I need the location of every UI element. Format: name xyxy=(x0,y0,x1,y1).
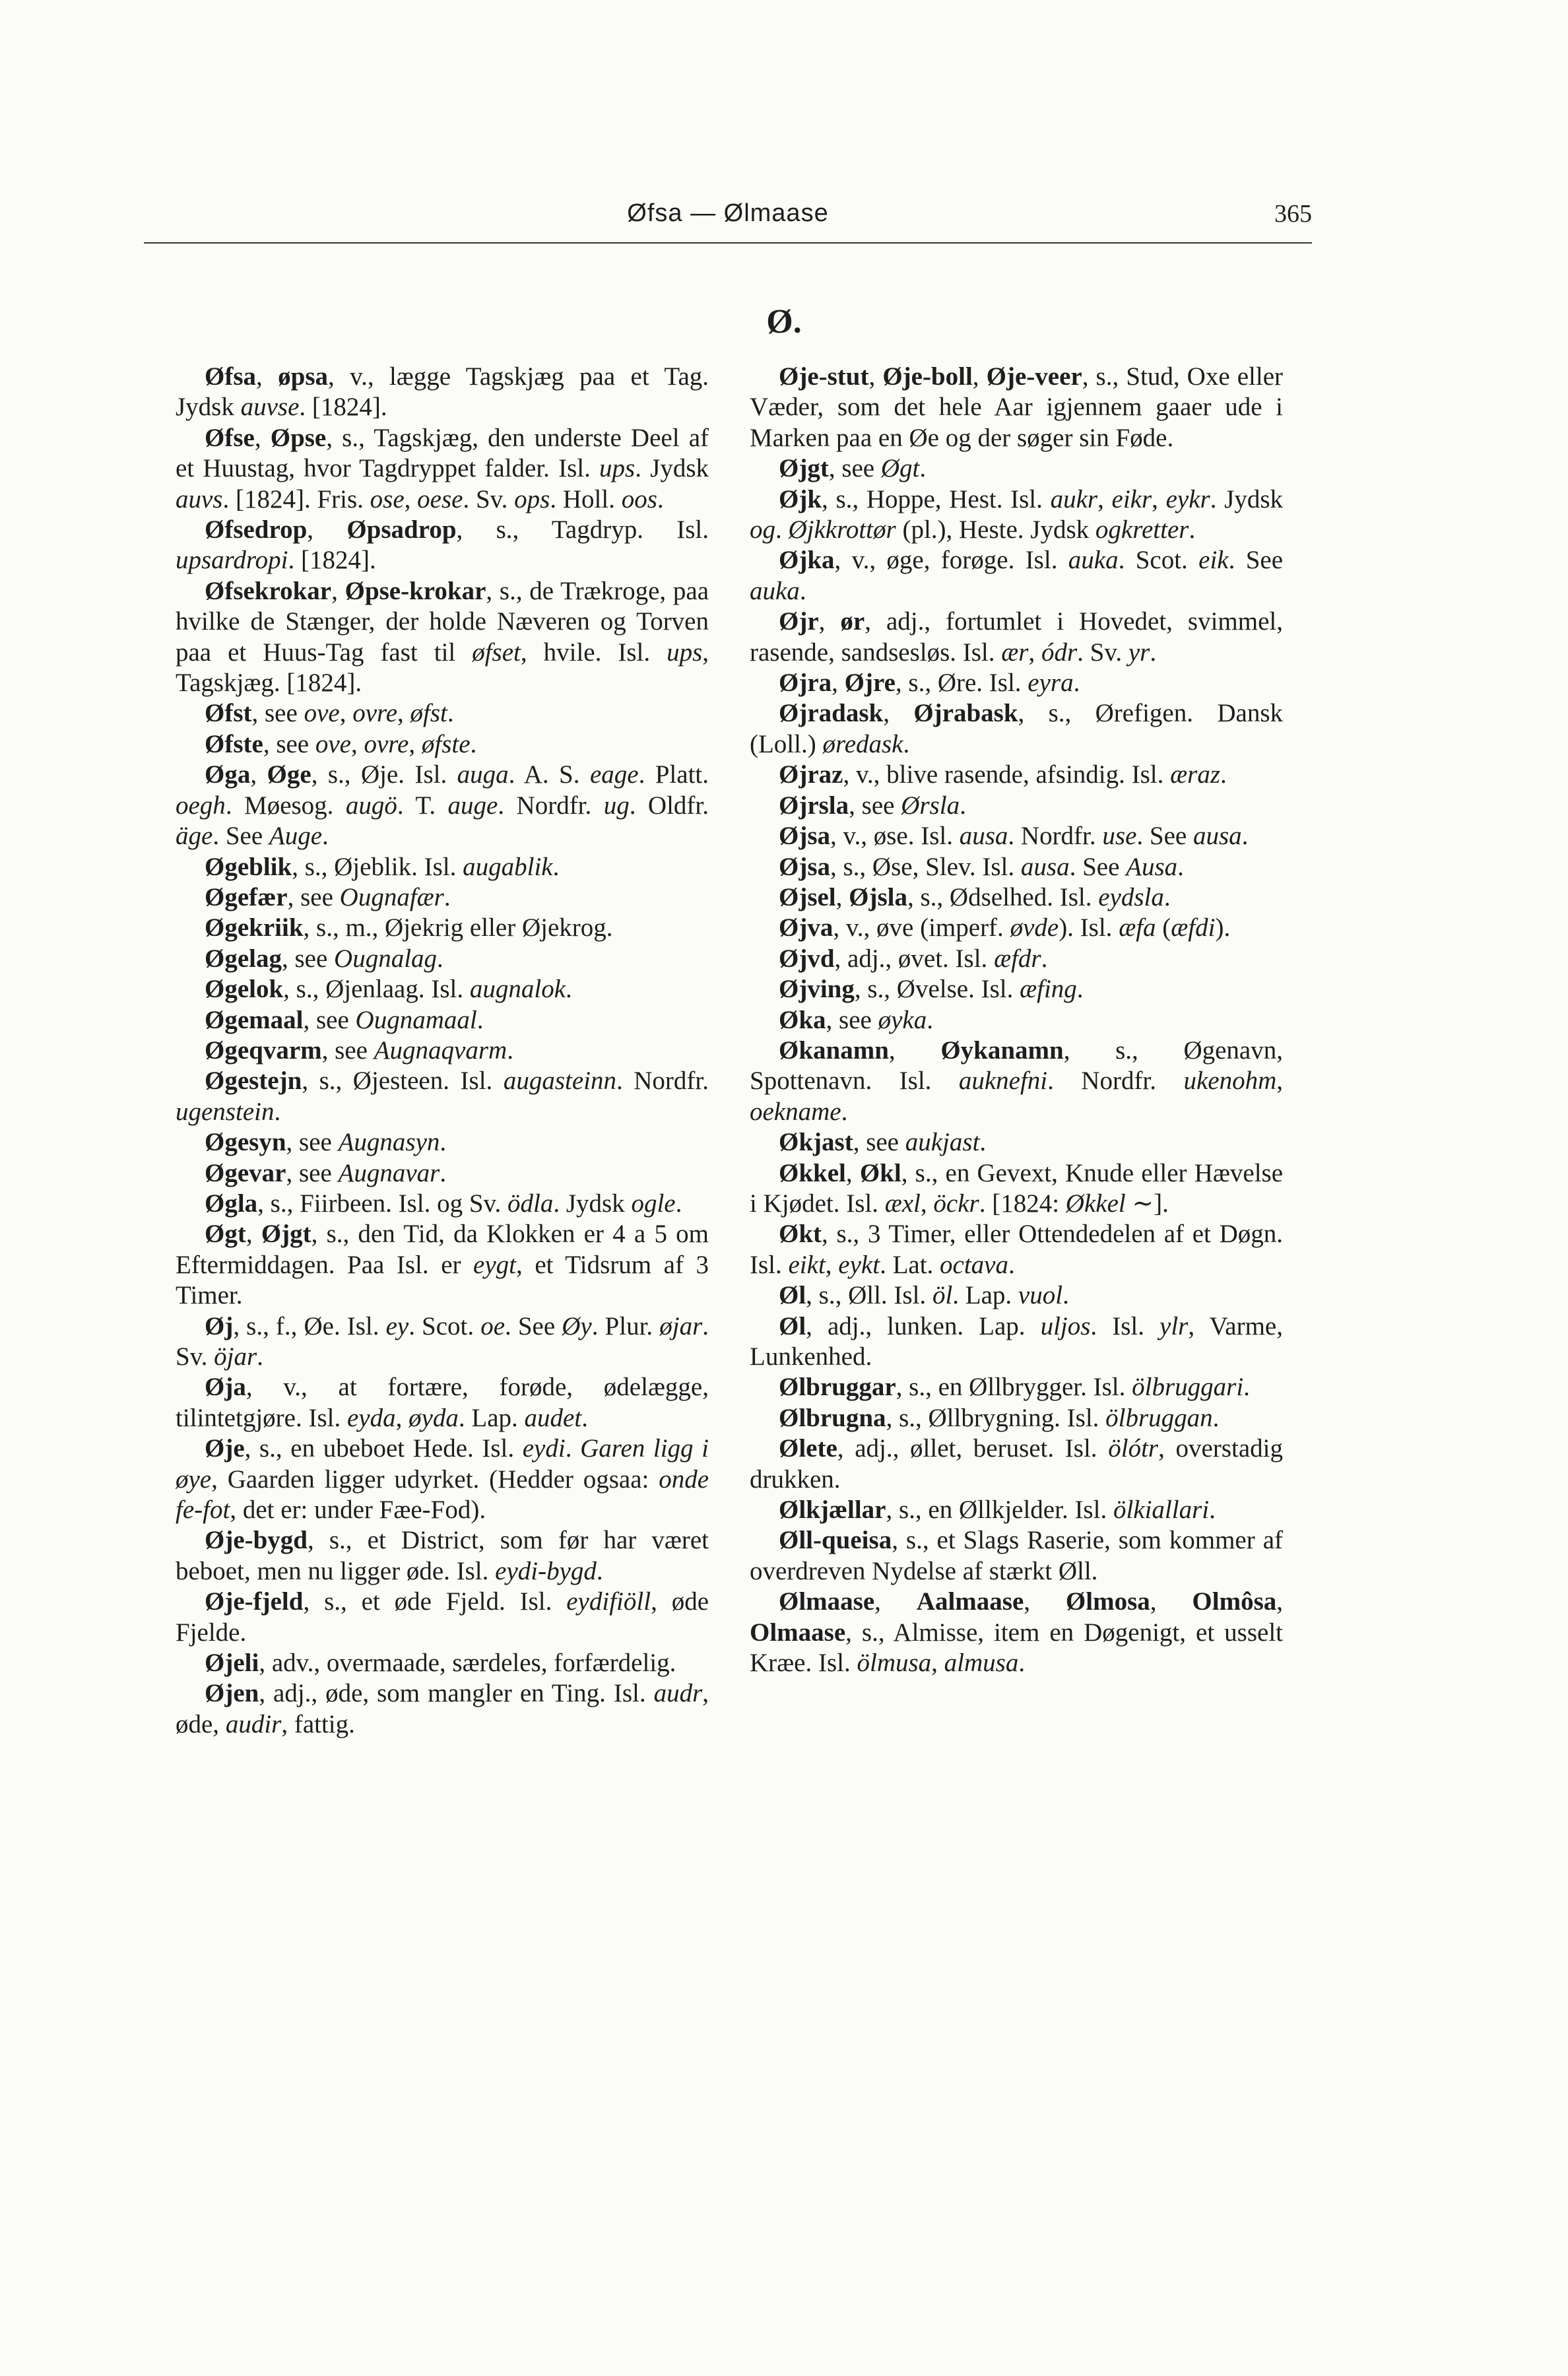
dictionary-entry: Øjeli, adv., overmaade, særdeles, forfærdelig. xyxy=(205,1649,676,1678)
dictionary-entry: Økanamn, Øykanamn, s., Øgenavn, Spottenavn. Isl. auknefni. Nordfr. ukenohm, oekname. xyxy=(750,1036,1283,1126)
dictionary-entry: Øjka, v., øge, forøge. Isl. auka. Scot. eik. See auka. xyxy=(750,546,1284,605)
dictionary-entry: Øj, s., f., Øe. Isl. ey. Scot. oe. See Øy. Plur. øjar. Sv. öjar. xyxy=(176,1311,709,1371)
dictionary-entry: Øgestejn, s., Øjesteen. Isl. augasteinn. Nordfr. ugenstein. xyxy=(176,1067,709,1126)
dictionary-entry: Øjradask, Øjrabask, s., Ørefigen. Dansk (Loll.) øredask. xyxy=(750,699,1283,758)
dictionary-entry: Øfsa, øpsa, v., lægge Tagskjæg paa et Tag. Jydsk auvse. [1824]. xyxy=(176,362,709,422)
dictionary-entry: Øjsa, s., Øse, Slev. Isl. ausa. See Ausa. xyxy=(779,852,1184,881)
dictionary-entry: Øl, s., Øll. Isl. öl. Lap. vuol. xyxy=(779,1281,1069,1310)
dictionary-entry: Øje-fjeld, s., et øde Fjeld. Isl. eydifiöll, øde Fjelde. xyxy=(176,1587,709,1647)
dictionary-entry: Ølbrugna, s., Øllbrygning. Isl. ölbruggan. xyxy=(779,1403,1220,1432)
header-rule xyxy=(144,242,1312,244)
dictionary-entry: Øjving, s., Øvelse. Isl. æfing. xyxy=(779,975,1084,1004)
dictionary-entry: Øka, see øyka. xyxy=(779,1005,933,1034)
dictionary-entry: Øgemaal, see Ougnamaal. xyxy=(205,1005,484,1034)
dictionary-entry: Øgefær, see Ougnafær. xyxy=(205,882,451,911)
dictionary-entry: Økjast, see aukjast. xyxy=(779,1128,987,1157)
dictionary-entry: Øjraz, v., blive rasende, afsindig. Isl. æraz. xyxy=(779,760,1227,789)
dictionary-entry: Øgeblik, s., Øjeblik. Isl. augablik. xyxy=(205,852,560,881)
dictionary-entry: Øll-queisa, s., et Slags Raserie, som kommer af overdreven Nydelse af stærkt Øll. xyxy=(750,1526,1283,1585)
dictionary-entry: Ølete, adj., øllet, beruset. Isl. ölótr, overstadig drukken. xyxy=(750,1434,1283,1494)
dictionary-entry: Øgevar, see Augnavar. xyxy=(205,1158,447,1187)
running-title: Øfsa — Ølmaase xyxy=(627,199,829,227)
dictionary-entry: Øjva, v., øve (imperf. øvde). Isl. æfa (æfdi). xyxy=(779,913,1231,942)
dictionary-entry: Øl, adj., lunken. Lap. uljos. Isl. ylr, Varme, Lunkenhed. xyxy=(750,1311,1283,1371)
dictionary-entry: Øje, s., en ubeboet Hede. Isl. eydi. Garen ligg i øye, Gaarden ligger udyrket. (Hedder ogsaa: onde fe-fot, det er: under Fæe-Fod). xyxy=(176,1434,709,1525)
dictionary-entry: Ølmaase, Aalmaase, Ølmosa, Olmôsa, Olmaase, s., Almisse, item en Døgenigt, et usselt Kræe. Isl. ölmusa, almusa. xyxy=(750,1587,1283,1678)
dictionary-entry: Øgekriik, s., m., Øjekrig eller Øjekrog. xyxy=(205,913,613,942)
dictionary-entry: Ølkjællar, s., en Øllkjelder. Isl. ölkiallari. xyxy=(779,1496,1216,1525)
dictionary-entry: Øgeqvarm, see Augnaqvarm. xyxy=(205,1036,513,1065)
dictionary-entry: Øgelok, s., Øjenlaag. Isl. augnalok. xyxy=(205,975,572,1004)
dictionary-entry: Øjsa, v., øse. Isl. ausa. Nordfr. use. See ausa. xyxy=(779,822,1249,851)
right-column xyxy=(750,362,1283,1678)
dictionary-entry: Økkel, Økl, s., en Gevext, Knude eller Hævelse i Kjødet. Isl. æxl, öckr. [1824: Økkel ∼]. xyxy=(750,1158,1284,1218)
dictionary-entry: Øjr, ør, adj., fortumlet i Hovedet, svimmel, rasende, sandsesløs. Isl. ær, ódr. Sv. yr. xyxy=(750,607,1283,667)
dictionary-entry: Øjk, s., Hoppe, Hest. Isl. aukr, eikr, eykr. Jydsk og. Øjkkrottør (pl.), Heste. Jydsk ogkretter. xyxy=(750,484,1284,544)
dictionary-entry: Øgt, Øjgt, s., den Tid, da Klokken er 4 a 5 om Eftermiddagen. Paa Isl. er eygt, et Tidsrum af 3 Timer. xyxy=(176,1220,709,1310)
dictionary-entry: Øfse, Øpse, s., Tagskjæg, den underste Deel af et Huustag, hvor Tagdryppet falder. Isl. ups. Jydsk auvs. [1824]. Fris. ose, oese. Sv. ops. Holl. oos. xyxy=(176,423,709,513)
dictionary-entry: Øfsedrop, Øpsadrop, s., Tagdryp. Isl. upsardropi. [1824]. xyxy=(176,515,709,575)
dictionary-entry: Øje-stut, Øje-boll, Øje-veer, s., Stud, Oxe eller Væder, som det hele Aar igjennem gaaer ude i Marken paa en Øe og der søger sin Føde. xyxy=(750,362,1284,452)
dictionary-entry: Øje-bygd, s., et District, som før har været beboet, men nu ligger øde. Isl. eydi-bygd. xyxy=(176,1526,709,1585)
dictionary-entry: Øga, Øge, s., Øje. Isl. auga. A. S. eage. Platt. oegh. Møesog. augö. T. auge. Nordfr. ug. Oldfr. äge. See Auge. xyxy=(176,760,709,851)
dictionary-entry: Øgla, s., Fiirbeen. Isl. og Sv. ödla. Jydsk ogle. xyxy=(205,1189,682,1218)
dictionary-entry: Øjgt, see Øgt. xyxy=(779,454,927,483)
page-number: 365 xyxy=(1274,200,1312,228)
dictionary-entry: Økt, s., 3 Timer, eller Ottendedelen af et Døgn. Isl. eikt, eykt. Lat. octava. xyxy=(750,1220,1283,1279)
section-letter: Ø. xyxy=(766,303,802,341)
dictionary-entry: Ølbruggar, s., en Øllbrygger. Isl. ölbruggari. xyxy=(779,1373,1250,1402)
dictionary-entry: Øja, v., at fortære, forøde, ødelægge, tilintetgjøre. Isl. eyda, øyda. Lap. audet. xyxy=(176,1373,709,1432)
dictionary-entry: Øgelag, see Ougnalag. xyxy=(205,944,443,973)
dictionary-entry: Øjsel, Øjsla, s., Ødselhed. Isl. eydsla. xyxy=(779,882,1171,911)
dictionary-entry: Øjvd, adj., øvet. Isl. æfdr. xyxy=(779,944,1048,973)
running-header xyxy=(144,199,1312,243)
dictionary-entry: Øgesyn, see Augnasyn. xyxy=(205,1128,447,1157)
dictionary-entry: Øfsekrokar, Øpse-krokar, s., de Trækroge, paa hvilke de Stænger, der holde Næveren og Torven paa et Huus-Tag fast til øfset, hvile. Isl. ups, Tagskjæg. [1824]. xyxy=(176,576,709,698)
dictionary-entry: Øjen, adj., øde, som mangler en Ting. Isl. audr, øde, audir, fattig. xyxy=(176,1679,709,1738)
left-column xyxy=(176,362,709,1740)
dictionary-entry: Øfste, see ove, ovre, øfste. xyxy=(205,729,477,758)
dictionary-entry: Øjra, Øjre, s., Øre. Isl. eyra. xyxy=(779,669,1080,698)
dictionary-entry: Øjrsla, see Ørsla. xyxy=(779,791,966,820)
dictionary-entry: Øfst, see ove, ovre, øfst. xyxy=(205,699,454,728)
